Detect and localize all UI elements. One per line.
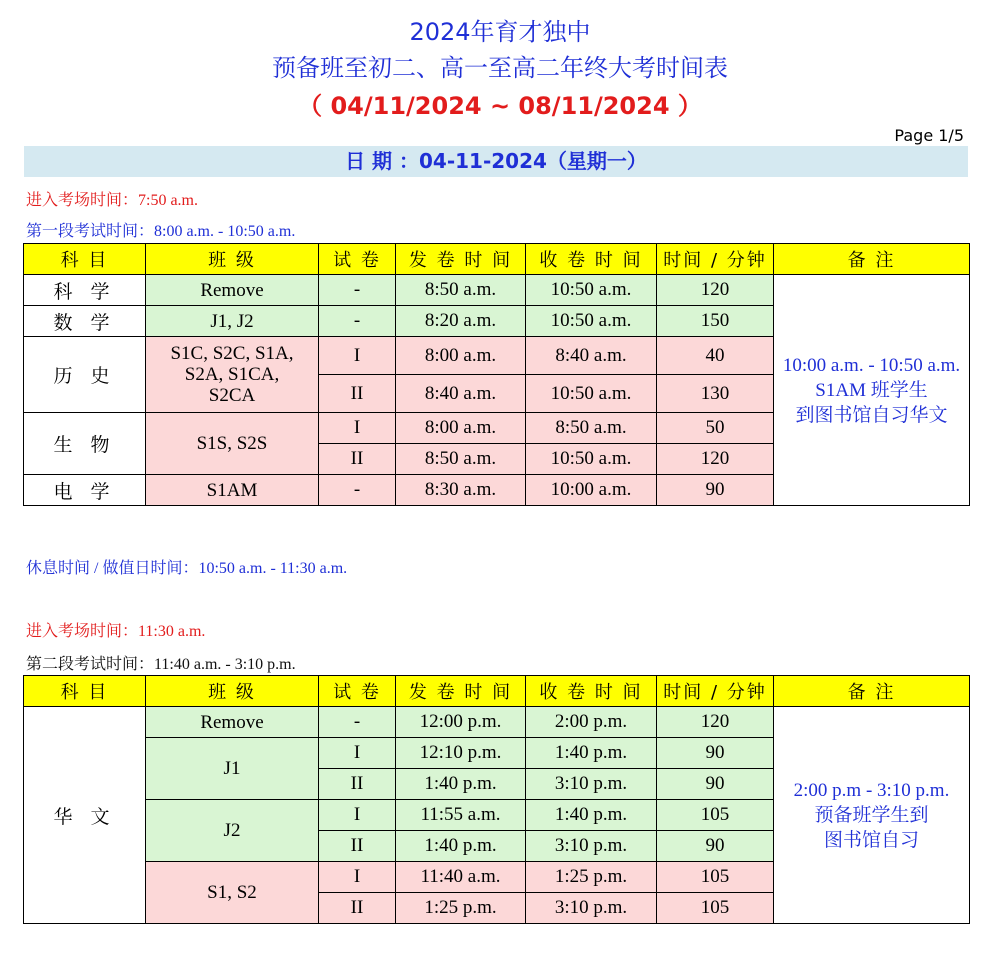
session1-table	[23, 243, 970, 506]
col-class: 班 级	[146, 244, 319, 275]
start-time-cell: 11:55 a.m.	[396, 800, 526, 831]
class-cell: S1S, S2S	[146, 413, 319, 475]
start-time-cell: 8:50 a.m.	[396, 444, 526, 475]
class-cell: J2	[146, 800, 319, 862]
col-end: 收 卷 时 间	[526, 244, 657, 275]
school-year-title: 2024年育才独中	[409, 18, 591, 46]
start-time-cell: 11:40 a.m.	[396, 862, 526, 893]
minutes-cell: 105	[657, 800, 774, 831]
minutes-cell: 105	[657, 862, 774, 893]
minutes-cell: 130	[657, 375, 774, 413]
end-time-cell: 3:10 p.m.	[526, 769, 657, 800]
end-time-cell: 8:40 a.m.	[526, 337, 657, 375]
start-time-cell: 1:25 p.m.	[396, 893, 526, 924]
paper-cell: -	[319, 707, 396, 738]
class-cell: S1AM	[146, 475, 319, 506]
session2-table	[23, 675, 970, 924]
session2-entry-time: 进入考场时间：11:30 a.m.	[26, 623, 206, 640]
start-time-cell: 8:00 a.m.	[396, 337, 526, 375]
end-time-cell: 1:40 p.m.	[526, 800, 657, 831]
date-bar: 日 期 ：04-11-2024（星期一）	[24, 146, 968, 177]
start-time-cell: 12:00 p.m.	[396, 707, 526, 738]
end-time-cell: 8:50 a.m.	[526, 413, 657, 444]
paper-cell: -	[319, 475, 396, 506]
minutes-cell: 40	[657, 337, 774, 375]
page-number: Page 1/5	[894, 126, 964, 145]
table-row	[24, 707, 970, 738]
paper-cell: II	[319, 893, 396, 924]
start-time-cell: 12:10 p.m.	[396, 738, 526, 769]
col-start: 发 卷 时 间	[396, 676, 526, 707]
start-time-cell: 8:50 a.m.	[396, 275, 526, 306]
col-remark: 备 注	[774, 244, 970, 275]
paper-cell: II	[319, 444, 396, 475]
col-paper: 试 卷	[319, 676, 396, 707]
date-range: （ 04/11/2024 ~ 08/11/2024 ）	[298, 92, 702, 120]
paper-cell: I	[319, 800, 396, 831]
schedule-title: 预备班至初二、高一至高二年终大考时间表	[272, 54, 728, 82]
session1-exam-time: 第一段考试时间：8:00 a.m. - 10:50 a.m.	[26, 223, 296, 240]
break-time: 休息时间 / 做值日时间：10:50 a.m. - 11:30 a.m.	[26, 560, 348, 577]
class-cell: S1, S2	[146, 862, 319, 924]
remark-line: 10:00 a.m. - 10:50 a.m.	[782, 354, 961, 376]
end-time-cell: 3:10 p.m.	[526, 831, 657, 862]
class-cell: Remove	[146, 707, 319, 738]
end-time-cell: 10:00 a.m.	[526, 475, 657, 506]
session2-remark	[774, 707, 970, 924]
class-cell: S1C, S2C, S1A, S2A, S1CA, S2CA	[146, 337, 319, 413]
table-row	[24, 275, 970, 306]
end-time-cell: 10:50 a.m.	[526, 444, 657, 475]
paper-cell: -	[319, 275, 396, 306]
end-time-cell: 1:25 p.m.	[526, 862, 657, 893]
paper-cell: -	[319, 306, 396, 337]
paper-cell: I	[319, 738, 396, 769]
col-end: 收 卷 时 间	[526, 676, 657, 707]
col-start: 发 卷 时 间	[396, 244, 526, 275]
subject-cell: 华 文	[24, 707, 146, 924]
end-time-cell: 10:50 a.m.	[526, 375, 657, 413]
end-time-cell: 1:40 p.m.	[526, 738, 657, 769]
end-time-cell: 2:00 p.m.	[526, 707, 657, 738]
start-time-cell: 8:00 a.m.	[396, 413, 526, 444]
end-time-cell: 10:50 a.m.	[526, 275, 657, 306]
start-time-cell: 8:40 a.m.	[396, 375, 526, 413]
remark-line: 预备班学生到	[814, 804, 929, 826]
remark-line: S1AM 班学生	[815, 379, 928, 401]
minutes-cell: 150	[657, 306, 774, 337]
class-cell: J1	[146, 738, 319, 800]
remark-line: 2:00 p.m - 3:10 p.m.	[793, 779, 950, 801]
end-time-cell: 3:10 p.m.	[526, 893, 657, 924]
minutes-cell: 90	[657, 831, 774, 862]
start-time-cell: 8:30 a.m.	[396, 475, 526, 506]
subject-cell: 电 学	[24, 475, 146, 506]
paper-cell: II	[319, 831, 396, 862]
subject-cell: 数 学	[24, 306, 146, 337]
session1-entry-time: 进入考场时间：7:50 a.m.	[26, 192, 198, 209]
subject-cell: 科 学	[24, 275, 146, 306]
paper-cell: I	[319, 413, 396, 444]
table-header-row	[24, 676, 970, 707]
session2-exam-time: 第二段考试时间：11:40 a.m. - 3:10 p.m.	[26, 656, 296, 673]
minutes-cell: 90	[657, 475, 774, 506]
class-cell: Remove	[146, 275, 319, 306]
col-minutes: 时间 / 分钟	[657, 244, 774, 275]
paper-cell: II	[319, 769, 396, 800]
col-remark: 备 注	[774, 676, 970, 707]
class-cell: J1, J2	[146, 306, 319, 337]
minutes-cell: 120	[657, 444, 774, 475]
subject-cell: 生 物	[24, 413, 146, 475]
col-subject: 科 目	[24, 244, 146, 275]
end-time-cell: 10:50 a.m.	[526, 306, 657, 337]
subject-cell: 历 史	[24, 337, 146, 413]
table-header-row	[24, 244, 970, 275]
paper-cell: II	[319, 375, 396, 413]
col-minutes: 时间 / 分钟	[657, 676, 774, 707]
minutes-cell: 90	[657, 769, 774, 800]
minutes-cell: 105	[657, 893, 774, 924]
minutes-cell: 120	[657, 275, 774, 306]
start-time-cell: 1:40 p.m.	[396, 831, 526, 862]
start-time-cell: 1:40 p.m.	[396, 769, 526, 800]
session1-remark	[774, 275, 970, 506]
minutes-cell: 90	[657, 738, 774, 769]
col-class: 班 级	[146, 676, 319, 707]
minutes-cell: 120	[657, 707, 774, 738]
remark-line: 到图书馆自习华文	[795, 404, 948, 426]
remark-line: 图书馆自习	[823, 829, 919, 851]
minutes-cell: 50	[657, 413, 774, 444]
paper-cell: I	[319, 337, 396, 375]
col-subject: 科 目	[24, 676, 146, 707]
col-paper: 试 卷	[319, 244, 396, 275]
start-time-cell: 8:20 a.m.	[396, 306, 526, 337]
paper-cell: I	[319, 862, 396, 893]
